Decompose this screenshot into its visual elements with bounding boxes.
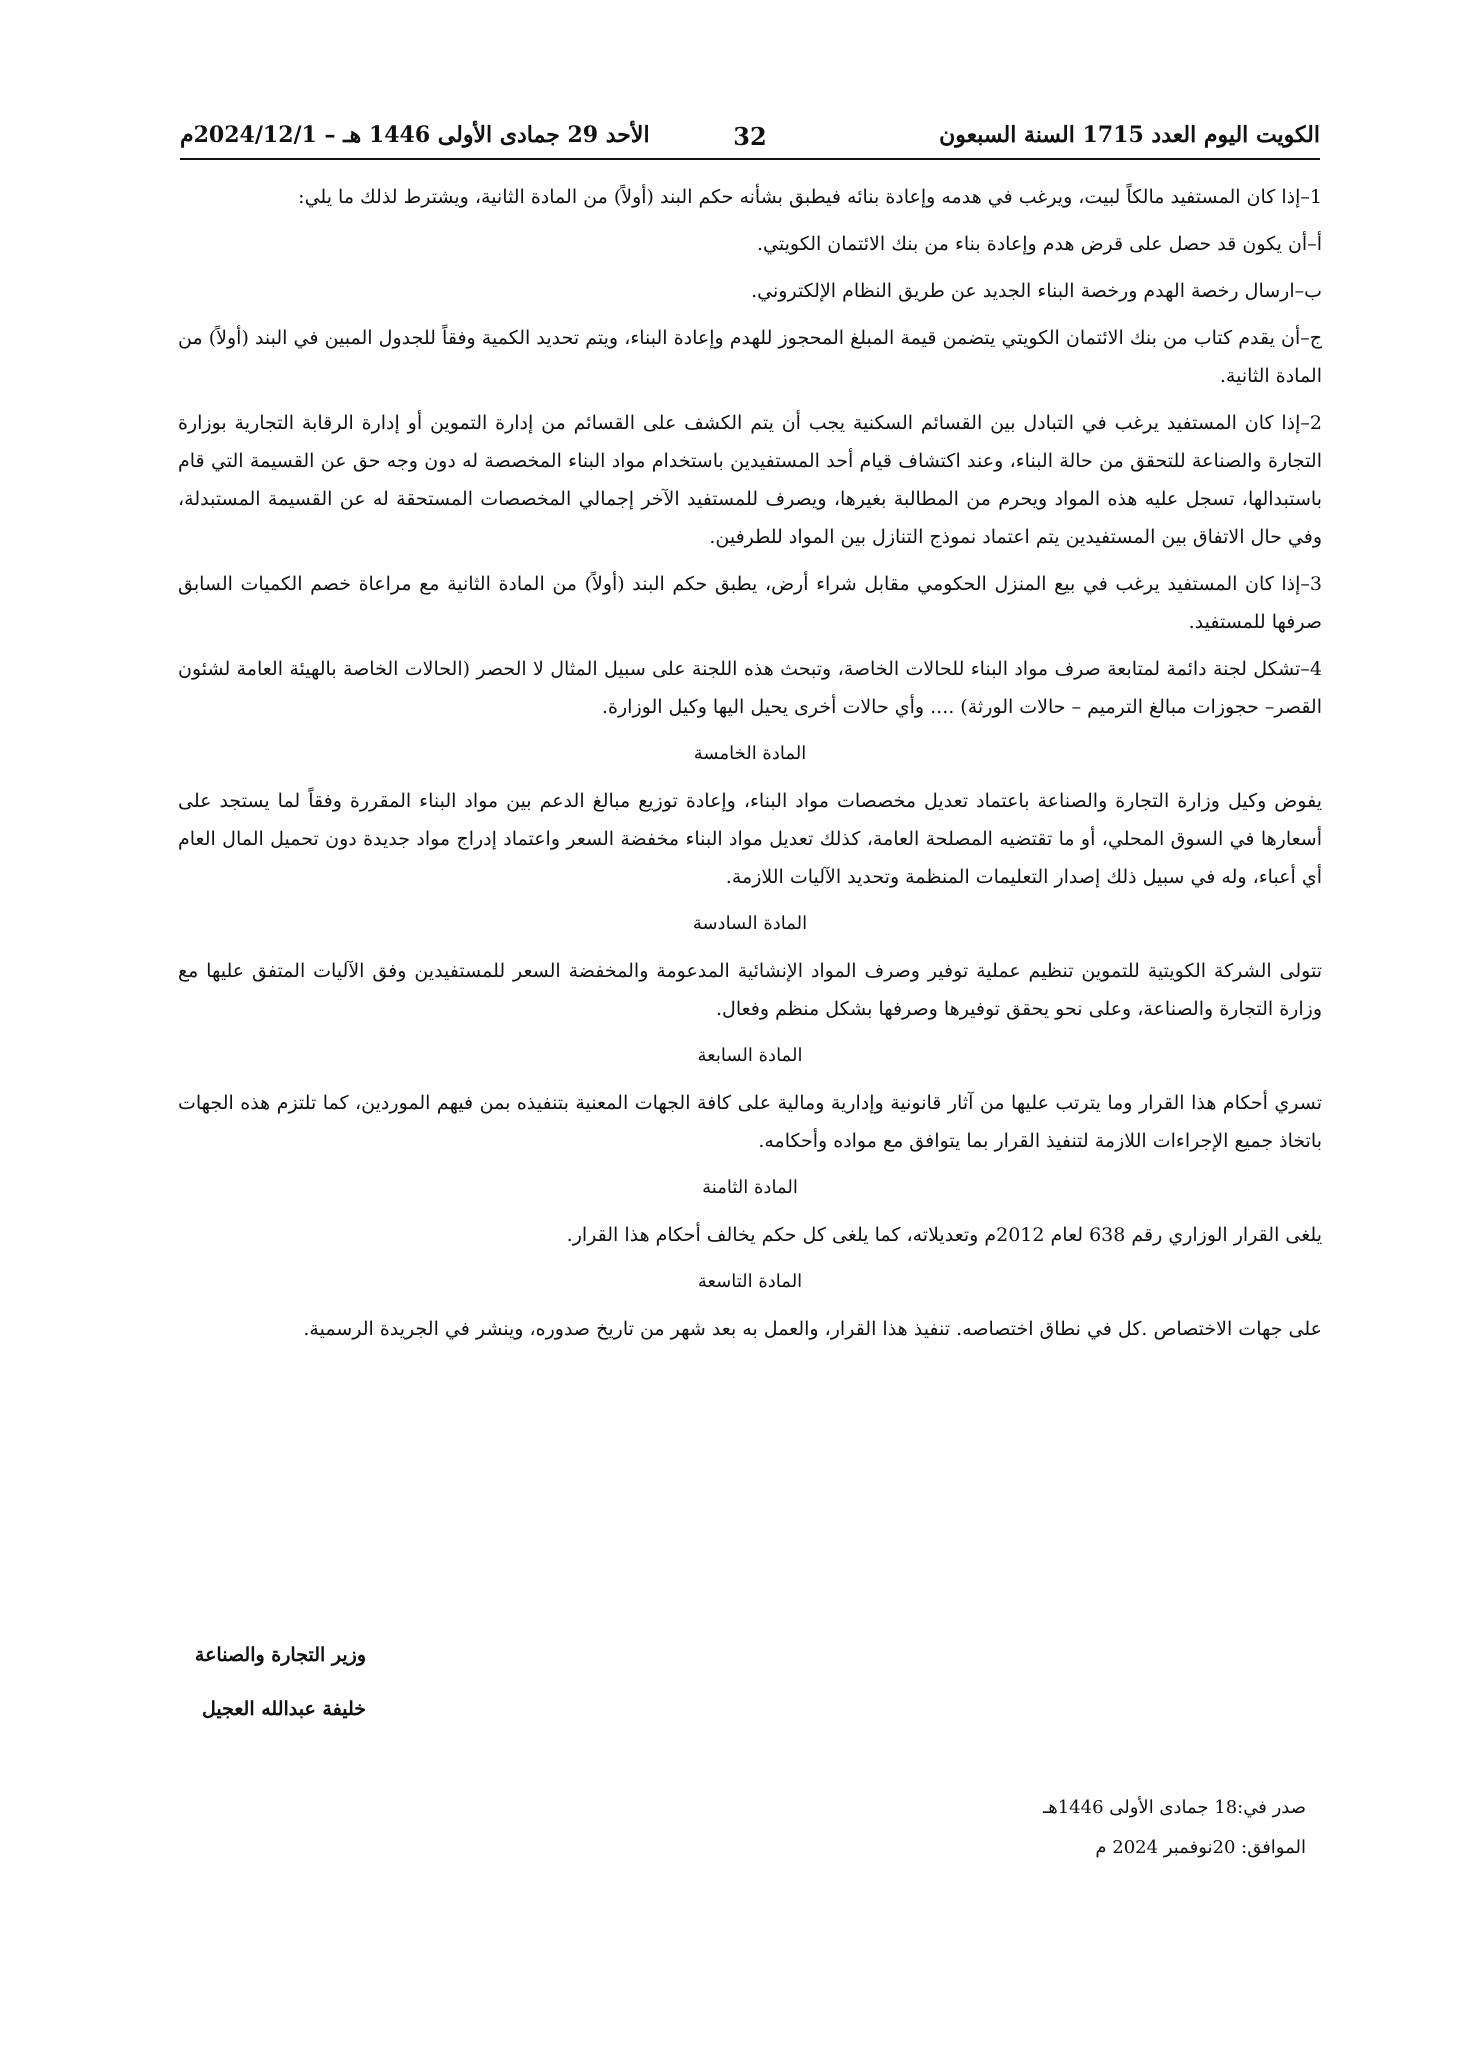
clause-4: 4–تشكل لجنة دائمة لمتابعة صرف مواد البناء للحالات الخاصة، وتبحث هذه اللجنة على سبيل المثال لا الحصر (الحالات الخاصة بالهيئة العامة لشئون القصر– حجوزات مبالغ الترميم – حالات الورثة) .... وأي حالات أخرى يحيل اليها وكيل الوزارة. xyxy=(178,658,1322,718)
issue-date-gregorian: الموافق: 20نوفمبر 2024 م xyxy=(1095,1837,1306,1858)
minister-title: وزير التجارة والصناعة xyxy=(194,1644,366,1666)
clause-1: 1–إذا كان المستفيد مالكاً لبيت، ويرغب في هدمه وإعادة بنائه فيطبق بشأنه حكم البند (أولاً) من المادة الثانية، ويشترط لذلك ما يلي: xyxy=(298,186,1322,208)
gazette-issue-info: الكويت اليوم العدد 1715 السنة السبعون xyxy=(939,122,1320,148)
article-7-text: تسري أحكام هذا القرار وما يترتب عليها من آثار قانونية وإدارية ومالية على كافة الجهات المعنية بتنفيذه بمن فيهم الموردين، كما تلتزم هذه الجهات باتخاذ جميع الإجراءات اللازمة لتنفيذ القرار بما يتوافق مع مواده وأحكامه. xyxy=(178,1092,1322,1152)
clause-1c: ج–أن يقدم كتاب من بنك الائتمان الكويتي يتضمن قيمة المبلغ المحجوز للهدم وإعادة البناء، ويتم تحديد الكمية وفقاً للجدول المبين في البند (أولاً) من المادة الثانية. xyxy=(178,327,1322,387)
article-5-heading: المادة الخامسة xyxy=(693,743,807,764)
article-8-text: يلغى القرار الوزاري رقم 638 لعام 2012م وتعديلاته، كما يلغى كل حكم يخالف أحكام هذا القرار. xyxy=(566,1224,1322,1246)
article-6-text: تتولى الشركة الكويتية للتموين تنظيم عملية توفير وصرف المواد الإنشائية المدعومة والمخفضة السعر للمستفيدين وفق الآليات المتفق عليها مع وزارة التجارة والصناعة، وعلى نحو يحقق توفيرها وصرفها بشكل منظم وفعال. xyxy=(178,960,1322,1020)
decree-body xyxy=(178,178,1322,1357)
clause-1b: ب–ارسال رخصة الهدم ورخصة البناء الجديد عن طريق النظام الإلكتروني. xyxy=(751,280,1322,302)
page-header xyxy=(180,118,1320,160)
article-8-heading: المادة الثامنة xyxy=(702,1177,798,1198)
article-9-text: على جهات الاختصاص .كل في نطاق اختصاصه. تنفيذ هذا القرار، والعمل به بعد شهر من تاريخ صدوره، وينشر في الجريدة الرسمية. xyxy=(303,1318,1322,1340)
article-6-heading: المادة السادسة xyxy=(692,913,808,934)
minister-name: خليفة عبدالله العجيل xyxy=(201,1698,366,1720)
issue-date-hijri: صدر في:18 جمادى الأولى 1446هـ xyxy=(1042,1797,1306,1818)
signature-block xyxy=(106,1628,366,1736)
clause-1a: أ–أن يكون قد حصل على قرض هدم وإعادة بناء من بنك الائتمان الكويتي. xyxy=(756,233,1322,255)
issue-dates xyxy=(966,1788,1306,1868)
clause-3: 3–إذا كان المستفيد يرغب في بيع المنزل الحكومي مقابل شراء أرض، يطبق حكم البند (أولاً) من المادة الثانية مع مراعاة خصم الكميات السابق صرفها للمستفيد. xyxy=(178,573,1322,633)
issue-date: الأحد 29 جمادى الأولى 1446 هـ – 2024/12/1م xyxy=(180,122,650,148)
page-number: 32 xyxy=(733,122,767,151)
article-5-text: يفوض وكيل وزارة التجارة والصناعة باعتماد تعديل مخصصات مواد البناء، وإعادة توزيع مبالغ الدعم بين مواد البناء المقررة وفقاً لما يستجد على أسعارها في السوق المحلي، أو ما تقتضيه المصلحة العامة، كذلك تعديل مواد البناء مخفضة السعر واعتماد إدراج مواد جديدة دون تحميل المال العام أي أعباء، وله في سبيل ذلك إصدار التعليمات المنظمة وتحديد الآليات اللازمة. xyxy=(178,790,1322,888)
article-9-heading: المادة التاسعة xyxy=(697,1271,803,1292)
article-7-heading: المادة السابعة xyxy=(697,1045,803,1066)
clause-2: 2–إذا كان المستفيد يرغب في التبادل بين القسائم السكنية يجب أن يتم الكشف على القسائم من إدارة التموين أو إدارة الرقابة التجارية بوزارة التجارة والصناعة للتحقق من حالة البناء، وعند اكتشاف قيام أحد المستفيدين باستخدام مواد البناء المخصصة له دون وجه حق عن القسيمة التي قام باستبدالها، تسجل عليه هذه المواد ويحرم من المطالبة بغيرها، ويصرف للمستفيد الآخر إجمالي المخصصات المستحقة له عن القسيمة المستبدلة، وفي حال الاتفاق بين المستفيدين يتم اعتماد نموذج التنازل بين المواد للطرفين. xyxy=(178,412,1322,548)
